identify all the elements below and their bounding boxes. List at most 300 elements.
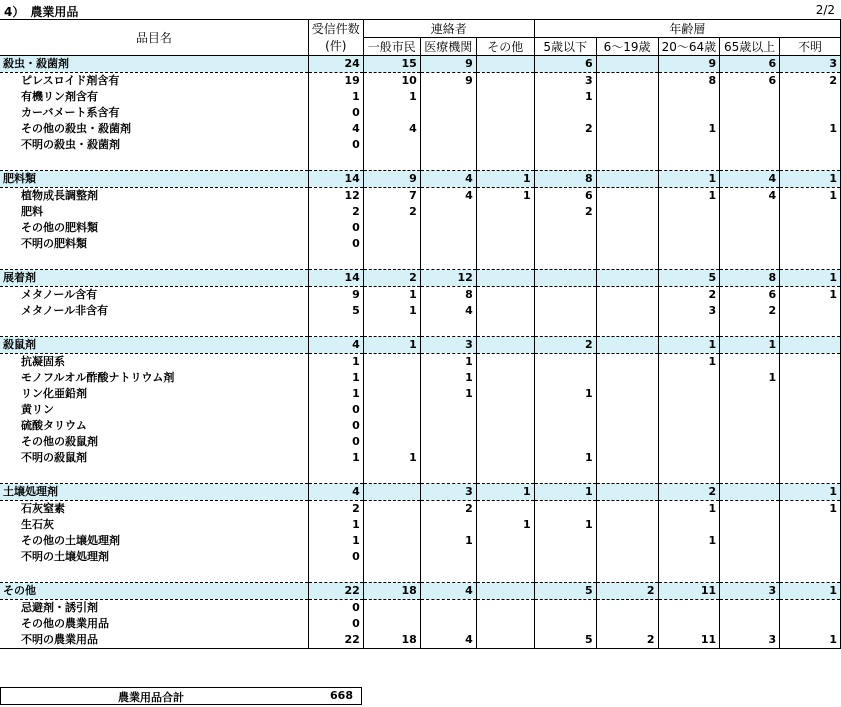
table-row: [0, 402, 841, 418]
item-name: [0, 466, 308, 484]
table-row: [0, 236, 841, 252]
cell-age-20-64: 1: [658, 121, 720, 137]
cell-count: 0: [308, 549, 363, 565]
cell-medical: 1: [420, 386, 476, 402]
cell-age-20-64: 2: [658, 287, 720, 304]
spacer-row: [0, 319, 841, 337]
cell-count: 0: [308, 236, 363, 252]
cell-public: [363, 402, 420, 418]
cell-public: [363, 616, 420, 632]
cell-age-6-19: [596, 171, 658, 188]
cell-age-under5: 1: [534, 89, 596, 105]
cell-other-contact: [476, 137, 534, 153]
contact-group-header: 連絡者: [363, 20, 534, 38]
cell-public: 2: [363, 270, 420, 287]
item-name: 肥料類: [0, 171, 308, 188]
cell-age-65plus: [720, 354, 780, 371]
cell-public: [363, 354, 420, 371]
cell-public: 1: [363, 303, 420, 319]
item-name: [0, 252, 308, 270]
cell-age-under5: [534, 549, 596, 565]
cell-medical: 4: [420, 583, 476, 600]
item-name: その他の肥料類: [21, 221, 98, 234]
cell-age-under5: 2: [534, 337, 596, 354]
cell-age-under5: 5: [534, 583, 596, 600]
cell-age-under5: [534, 153, 596, 171]
cell-other-contact: 1: [476, 517, 534, 533]
cell-age-20-64: [658, 517, 720, 533]
cell-other-contact: [476, 337, 534, 354]
cell-age-20-64: 11: [658, 632, 720, 649]
cell-other-contact: [476, 600, 534, 617]
cell-age-unknown: 1: [780, 484, 841, 501]
cell-age-20-64: [658, 466, 720, 484]
cell-age-unknown: [780, 319, 841, 337]
cell-other-contact: [476, 270, 534, 287]
cell-age-20-64: [658, 204, 720, 220]
cell-age-under5: [534, 418, 596, 434]
cell-medical: 4: [420, 188, 476, 205]
cell-public: 1: [363, 89, 420, 105]
cell-medical: 4: [420, 632, 476, 649]
cell-public: [363, 533, 420, 549]
cell-public: 4: [363, 121, 420, 137]
table-row: [0, 533, 841, 549]
cell-medical: 4: [420, 171, 476, 188]
cell-age-under5: [534, 402, 596, 418]
cell-age-unknown: 1: [780, 171, 841, 188]
cell-age-65plus: [720, 616, 780, 632]
col-header-public: 一般市民: [363, 38, 420, 56]
cell-age-20-64: [658, 220, 720, 236]
category-row: [0, 56, 841, 73]
item-name: [0, 153, 308, 171]
cell-age-under5: [534, 319, 596, 337]
cell-age-20-64: [658, 402, 720, 418]
cell-age-6-19: [596, 616, 658, 632]
cell-age-unknown: 2: [780, 73, 841, 90]
cell-other-contact: [476, 220, 534, 236]
item-name: カーバメート系含有: [21, 106, 120, 119]
cell-age-20-64: [658, 450, 720, 466]
table-row: [0, 204, 841, 220]
cell-age-65plus: 3: [720, 632, 780, 649]
item-name: 不明の殺鼠剤: [21, 451, 87, 464]
cell-public: 10: [363, 73, 420, 90]
item-name: その他: [0, 583, 308, 600]
cell-age-unknown: [780, 565, 841, 583]
cell-other-contact: [476, 583, 534, 600]
cell-age-unknown: [780, 204, 841, 220]
cell-age-65plus: [720, 501, 780, 518]
table-row: [0, 354, 841, 371]
cell-age-20-64: 3: [658, 303, 720, 319]
cell-age-65plus: 1: [720, 337, 780, 354]
cell-medical: [420, 616, 476, 632]
cell-age-65plus: 6: [720, 73, 780, 90]
cell-medical: [420, 252, 476, 270]
cell-medical: [420, 137, 476, 153]
cell-age-20-64: [658, 549, 720, 565]
cell-public: 7: [363, 188, 420, 205]
cell-age-under5: 8: [534, 171, 596, 188]
cell-other-contact: [476, 549, 534, 565]
cell-age-6-19: [596, 236, 658, 252]
cell-age-unknown: [780, 466, 841, 484]
cell-medical: [420, 517, 476, 533]
cell-medical: 2: [420, 501, 476, 518]
cell-medical: [420, 121, 476, 137]
cell-other-contact: 1: [476, 188, 534, 205]
cell-age-6-19: [596, 89, 658, 105]
cell-age-6-19: [596, 153, 658, 171]
cell-age-under5: 2: [534, 121, 596, 137]
cell-age-65plus: [720, 204, 780, 220]
cell-age-unknown: [780, 450, 841, 466]
cell-age-under5: [534, 354, 596, 371]
item-name: 肥料: [21, 205, 43, 218]
category-row: [0, 484, 841, 501]
cell-count: 22: [308, 632, 363, 649]
cell-public: [363, 517, 420, 533]
cell-count: 14: [308, 171, 363, 188]
cell-age-unknown: [780, 517, 841, 533]
table-row: [0, 632, 841, 649]
cell-age-6-19: [596, 501, 658, 518]
cell-medical: 4: [420, 303, 476, 319]
cell-count: [308, 565, 363, 583]
item-name: 土壌処理剤: [0, 484, 308, 501]
cell-other-contact: [476, 204, 534, 220]
cell-medical: 3: [420, 337, 476, 354]
cell-public: 15: [363, 56, 420, 73]
cell-age-unknown: 1: [780, 188, 841, 205]
total-summary: [0, 687, 362, 705]
cell-age-65plus: 4: [720, 188, 780, 205]
cell-age-65plus: 6: [720, 287, 780, 304]
cell-age-under5: 1: [534, 484, 596, 501]
item-name: 抗凝固系: [21, 355, 65, 368]
cell-count: 1: [308, 89, 363, 105]
cell-age-unknown: 1: [780, 121, 841, 137]
table-row: [0, 137, 841, 153]
cell-count: 0: [308, 402, 363, 418]
col-header-age-65plus: 65歳以上: [720, 38, 780, 56]
cell-medical: [420, 105, 476, 121]
item-name: 生石灰: [21, 518, 54, 531]
page-title: 4） 農業用品: [4, 5, 79, 19]
poison-report-table: [0, 19, 841, 649]
cell-count: 0: [308, 600, 363, 617]
age-group-header: 年齢層: [534, 20, 840, 38]
cell-age-under5: 2: [534, 204, 596, 220]
cell-medical: 9: [420, 73, 476, 90]
cell-age-6-19: [596, 56, 658, 73]
cell-age-20-64: [658, 236, 720, 252]
col-header-age-6-19: 6～19歳: [596, 38, 658, 56]
cell-public: [363, 549, 420, 565]
cell-other-contact: [476, 252, 534, 270]
cell-medical: 1: [420, 533, 476, 549]
cell-age-under5: 6: [534, 188, 596, 205]
cell-age-unknown: [780, 402, 841, 418]
cell-age-20-64: 5: [658, 270, 720, 287]
cell-age-65plus: [720, 386, 780, 402]
cell-age-unknown: 3: [780, 56, 841, 73]
cell-count: 1: [308, 354, 363, 371]
cell-age-65plus: [720, 533, 780, 549]
cell-age-6-19: [596, 137, 658, 153]
cell-age-6-19: [596, 466, 658, 484]
spacer-row: [0, 252, 841, 270]
cell-count: 1: [308, 533, 363, 549]
item-name-header: 品目名: [0, 20, 308, 56]
cell-age-6-19: 2: [596, 583, 658, 600]
cell-age-unknown: 1: [780, 287, 841, 304]
cell-age-20-64: [658, 600, 720, 617]
cell-age-under5: [534, 370, 596, 386]
cell-age-unknown: [780, 220, 841, 236]
cell-age-6-19: [596, 188, 658, 205]
table-row: [0, 418, 841, 434]
cell-age-unknown: [780, 386, 841, 402]
cell-count: 14: [308, 270, 363, 287]
cell-age-20-64: [658, 616, 720, 632]
cell-age-20-64: 8: [658, 73, 720, 90]
cell-age-65plus: [720, 105, 780, 121]
cell-age-20-64: 2: [658, 484, 720, 501]
cell-age-20-64: [658, 137, 720, 153]
cell-age-under5: 1: [534, 386, 596, 402]
cell-medical: 8: [420, 287, 476, 304]
cell-age-6-19: [596, 105, 658, 121]
item-name: モノフルオル酢酸ナトリウム剤: [21, 371, 175, 384]
cell-age-6-19: [596, 402, 658, 418]
cell-age-unknown: 1: [780, 270, 841, 287]
item-name: その他の殺鼠剤: [21, 435, 98, 448]
cell-medical: [420, 549, 476, 565]
cell-age-under5: 1: [534, 517, 596, 533]
cell-other-contact: 1: [476, 171, 534, 188]
cell-other-contact: [476, 121, 534, 137]
cell-medical: [420, 466, 476, 484]
cell-count: 0: [308, 137, 363, 153]
cell-age-under5: [534, 434, 596, 450]
cell-age-20-64: 1: [658, 337, 720, 354]
cell-age-20-64: 1: [658, 354, 720, 371]
spacer-row: [0, 565, 841, 583]
cell-age-under5: [534, 533, 596, 549]
item-name: 植物成長調整剤: [21, 189, 98, 202]
cell-age-unknown: [780, 434, 841, 450]
cell-count: 2: [308, 204, 363, 220]
cell-count: 2: [308, 501, 363, 518]
cell-age-65plus: [720, 220, 780, 236]
cell-age-under5: [534, 252, 596, 270]
cell-age-65plus: [720, 402, 780, 418]
cell-count: 4: [308, 484, 363, 501]
cell-age-6-19: [596, 484, 658, 501]
cell-age-6-19: [596, 565, 658, 583]
cell-age-6-19: [596, 337, 658, 354]
spacer-row: [0, 466, 841, 484]
total-label: 農業用品合計: [118, 691, 184, 704]
cell-age-6-19: [596, 319, 658, 337]
col-header-age-unknown: 不明: [780, 38, 841, 56]
cell-other-contact: [476, 236, 534, 252]
category-row: [0, 583, 841, 600]
cell-count: 19: [308, 73, 363, 90]
cell-count: 22: [308, 583, 363, 600]
cell-public: 18: [363, 583, 420, 600]
cell-age-65plus: 8: [720, 270, 780, 287]
cell-age-65plus: [720, 252, 780, 270]
cell-age-unknown: [780, 337, 841, 354]
cell-other-contact: [476, 533, 534, 549]
item-name: 殺鼠剤: [0, 337, 308, 354]
cell-other-contact: [476, 153, 534, 171]
cell-age-under5: [534, 270, 596, 287]
cell-age-unknown: [780, 370, 841, 386]
cell-age-20-64: [658, 434, 720, 450]
cell-age-under5: [534, 501, 596, 518]
cell-public: 1: [363, 337, 420, 354]
cell-other-contact: [476, 354, 534, 371]
table-row: [0, 121, 841, 137]
cell-other-contact: [476, 434, 534, 450]
cell-count: 5: [308, 303, 363, 319]
table-row: [0, 370, 841, 386]
cell-medical: [420, 402, 476, 418]
cell-age-unknown: 1: [780, 632, 841, 649]
col-header-other-contact: その他: [476, 38, 534, 56]
cell-count: 0: [308, 434, 363, 450]
cell-public: [363, 434, 420, 450]
count-header: 受信件数: [308, 20, 363, 38]
cell-age-6-19: [596, 220, 658, 236]
cell-other-contact: [476, 105, 534, 121]
cell-public: [363, 466, 420, 484]
cell-other-contact: [476, 370, 534, 386]
cell-other-contact: [476, 418, 534, 434]
cell-public: [363, 370, 420, 386]
cell-age-20-64: [658, 319, 720, 337]
cell-age-65plus: [720, 565, 780, 583]
cell-age-20-64: 9: [658, 56, 720, 73]
cell-medical: 12: [420, 270, 476, 287]
item-name: 不明の殺虫・殺菌剤: [21, 138, 120, 151]
cell-age-unknown: [780, 533, 841, 549]
table-row: [0, 386, 841, 402]
cell-age-6-19: [596, 303, 658, 319]
cell-age-6-19: [596, 418, 658, 434]
cell-age-65plus: [720, 484, 780, 501]
cell-age-20-64: [658, 418, 720, 434]
cell-age-65plus: [720, 319, 780, 337]
cell-count: 0: [308, 220, 363, 236]
cell-age-under5: 6: [534, 56, 596, 73]
cell-age-65plus: 2: [720, 303, 780, 319]
cell-age-under5: 5: [534, 632, 596, 649]
cell-age-under5: [534, 303, 596, 319]
cell-age-unknown: [780, 89, 841, 105]
cell-public: [363, 220, 420, 236]
cell-count: 1: [308, 370, 363, 386]
category-row: [0, 171, 841, 188]
cell-age-under5: [534, 600, 596, 617]
cell-age-65plus: [720, 418, 780, 434]
cell-other-contact: [476, 501, 534, 518]
cell-age-6-19: [596, 533, 658, 549]
cell-count: 9: [308, 287, 363, 304]
cell-age-6-19: 2: [596, 632, 658, 649]
cell-count: 0: [308, 418, 363, 434]
cell-count: [308, 319, 363, 337]
item-name: その他の殺虫・殺菌剤: [21, 122, 131, 135]
cell-age-6-19: [596, 386, 658, 402]
cell-medical: [420, 600, 476, 617]
cell-age-20-64: [658, 565, 720, 583]
cell-age-unknown: [780, 236, 841, 252]
cell-public: [363, 501, 420, 518]
cell-medical: [420, 434, 476, 450]
cell-medical: [420, 565, 476, 583]
cell-age-65plus: 4: [720, 171, 780, 188]
cell-age-unknown: [780, 252, 841, 270]
cell-age-unknown: [780, 105, 841, 121]
cell-age-6-19: [596, 434, 658, 450]
cell-age-65plus: [720, 121, 780, 137]
cell-age-20-64: [658, 370, 720, 386]
cell-other-contact: 1: [476, 484, 534, 501]
item-name: 忌避剤・誘引剤: [21, 601, 98, 614]
spacer-row: [0, 153, 841, 171]
cell-medical: 1: [420, 354, 476, 371]
cell-other-contact: [476, 89, 534, 105]
cell-count: 24: [308, 56, 363, 73]
cell-public: [363, 105, 420, 121]
item-name: 黄リン: [21, 403, 54, 416]
page-number: 2/2: [815, 3, 835, 17]
cell-medical: [420, 418, 476, 434]
category-row: [0, 337, 841, 354]
item-name: 不明の肥料類: [21, 237, 87, 250]
cell-other-contact: [476, 402, 534, 418]
table-row: [0, 89, 841, 105]
cell-age-under5: [534, 236, 596, 252]
table-row: [0, 73, 841, 90]
cell-other-contact: [476, 287, 534, 304]
cell-count: 4: [308, 121, 363, 137]
cell-age-6-19: [596, 270, 658, 287]
cell-public: 18: [363, 632, 420, 649]
cell-age-under5: [534, 137, 596, 153]
cell-age-20-64: 11: [658, 583, 720, 600]
cell-public: 2: [363, 204, 420, 220]
cell-public: [363, 236, 420, 252]
item-name: メタノール非含有: [21, 304, 109, 317]
cell-count: 1: [308, 517, 363, 533]
cell-age-6-19: [596, 450, 658, 466]
cell-medical: 1: [420, 370, 476, 386]
cell-other-contact: [476, 73, 534, 90]
item-name: ピレスロイド剤含有: [21, 74, 120, 87]
cell-age-unknown: [780, 354, 841, 371]
col-header-age-under5: 5歳以下: [534, 38, 596, 56]
item-name: メタノール含有: [21, 288, 98, 301]
cell-other-contact: [476, 303, 534, 319]
cell-age-6-19: [596, 121, 658, 137]
